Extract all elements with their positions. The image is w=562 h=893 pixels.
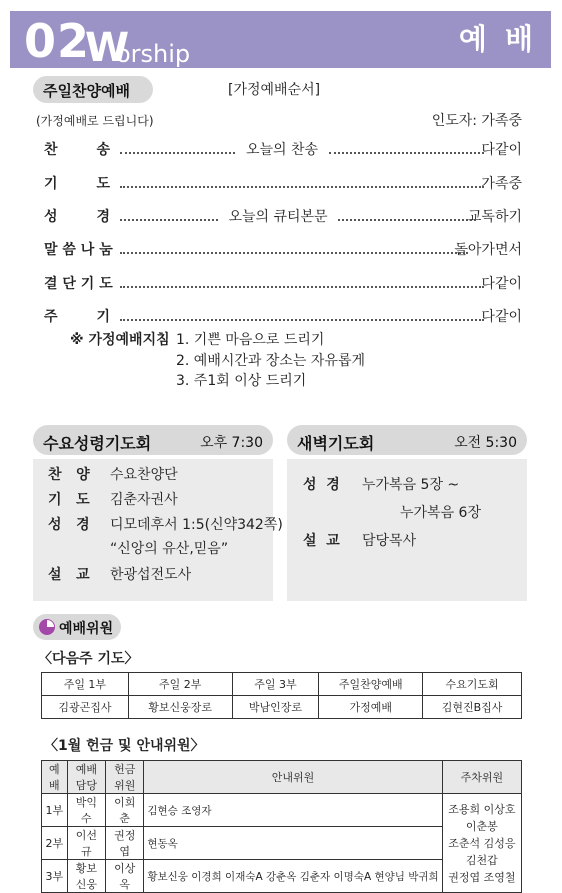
table-row [42, 794, 522, 827]
dawn-title-bar: 새벽기도회 오전 5:30 [287, 425, 527, 455]
table-header-cell: 예배 [42, 761, 68, 794]
dawn-value: 누가복음 5장 ~ [362, 477, 460, 493]
dot-leader [329, 152, 484, 154]
worship-rest: orship [116, 40, 191, 68]
order-performer: 다같이 [481, 276, 522, 292]
wednesday-label: 설 교 [48, 567, 90, 583]
parking-line: 권정엽 조영철 [448, 870, 516, 884]
sunday-note: (가정예배로 드립니다) [36, 114, 154, 128]
wednesday-label: 기 도 [48, 492, 90, 508]
committee-title: 예배위원 [33, 614, 121, 640]
table-header-cell: 안내위원 [144, 761, 442, 794]
order-performer: 교독하기 [467, 209, 522, 225]
table-cell: 3부 [42, 860, 68, 893]
table-cell: 박남인장로 [232, 696, 319, 719]
section-number: 02 [24, 14, 91, 68]
table-cell: 2부 [42, 827, 68, 860]
guide-item: 1. 기쁜 마음으로 드리기 [176, 332, 325, 348]
next-prayer-title: 〈다음주 기도〉 [38, 651, 139, 667]
pie-icon [39, 619, 55, 635]
offering-title: 〈1월 헌금 및 안내위원〉 [44, 738, 205, 754]
dawn-value: 담당목사 [362, 533, 417, 549]
dot-leader [338, 219, 476, 221]
table-cell: 황보신웅장로 [128, 696, 232, 719]
wednesday-label: 성 경 [48, 517, 90, 533]
order-label: 성 경 [44, 209, 111, 225]
dot-leader [120, 286, 484, 288]
table-cell: 권정엽 [106, 827, 144, 860]
table-header-cell: 주일 3부 [232, 673, 319, 696]
table-header-cell: 헌금위원 [106, 761, 144, 794]
table-cell: 이상옥 [106, 860, 144, 893]
leader-text: 인도자: 가족중 [431, 113, 522, 129]
table-cell: 가정예배 [319, 696, 423, 719]
dawn-label: 설 교 [303, 533, 340, 549]
table-header-cell: 수요기도회 [423, 673, 522, 696]
dawn-value: 누가복음 6장 [400, 505, 481, 521]
order-performer: 돌아가면서 [454, 242, 522, 258]
table-cell: 이희춘 [106, 794, 144, 827]
table-cell: 황보신웅 이경희 이재숙A 강춘옥 김춘자 이명숙A 현양님 박귀희 [144, 860, 442, 893]
header-title: 예 배 [458, 22, 537, 56]
dawn-label: 성 경 [303, 477, 340, 493]
table-cell: 1부 [42, 794, 68, 827]
dot-leader [120, 152, 235, 154]
order-label: 주 기 [44, 309, 111, 325]
wednesday-value: “신앙의 유산,믿음” [110, 541, 229, 557]
wednesday-value: 수요찬양단 [110, 467, 178, 483]
wednesday-title-bar: 수요성령기도회 오후 7:30 [33, 425, 273, 455]
table-header-cell: 주일찬양예배 [319, 673, 423, 696]
table-cell: 현동옥 [144, 827, 442, 860]
table-cell: 김광곤집사 [42, 696, 129, 719]
guide-label: ※ 가정예배지침 [70, 332, 170, 348]
guide-item: 3. 주1회 이상 드리기 [176, 373, 307, 389]
order-label: 기 도 [44, 176, 111, 192]
table-cell: 이선규 [67, 827, 105, 860]
wednesday-value: 한광섭전도사 [110, 567, 192, 583]
offering-table [41, 760, 522, 893]
table-header-cell: 주차위원 [442, 761, 521, 794]
sunday-section-title: 주일찬양예배 [33, 76, 153, 103]
guide-item: 2. 예배시간과 장소는 자유롭게 [176, 353, 365, 369]
table-header-cell: 주일 1부 [42, 673, 129, 696]
wednesday-value: 디모데후서 1:5(신약342쪽) [110, 517, 283, 533]
dot-leader [120, 219, 218, 221]
order-item: 오늘의 큐티본문 [228, 209, 328, 225]
table-header-cell: 주일 2부 [128, 673, 232, 696]
parking-line: 조용희 이상호 이춘봉 [448, 802, 516, 833]
wednesday-value: 김춘자권사 [110, 492, 178, 508]
parking-cell [442, 794, 521, 893]
table-cell: 김현승 조영자 [144, 794, 442, 827]
parking-line: 조춘석 김성응 김천갑 [448, 836, 516, 867]
dot-leader [120, 186, 484, 188]
dot-leader [120, 252, 468, 254]
order-performer: 다같이 [481, 142, 522, 158]
order-label: 말 씀 나 눔 [44, 242, 113, 258]
table-cell: 박익수 [67, 794, 105, 827]
table-cell: 김현진B집사 [423, 696, 522, 719]
table-header-cell: 예배담당 [67, 761, 105, 794]
table-cell: 황보신웅 [67, 860, 105, 893]
order-title: [가정예배순서] [228, 82, 321, 98]
wednesday-label: 찬 양 [48, 467, 90, 483]
header-banner [10, 11, 551, 71]
order-label: 찬 송 [44, 142, 111, 158]
order-label: 결 단 기 도 [44, 276, 113, 292]
worship-initial: W [85, 25, 130, 71]
dot-leader [120, 319, 484, 321]
order-item: 오늘의 찬송 [245, 142, 319, 158]
order-performer: 다같이 [481, 309, 522, 325]
order-performer: 가족중 [481, 176, 522, 192]
next-prayer-table [41, 672, 522, 719]
